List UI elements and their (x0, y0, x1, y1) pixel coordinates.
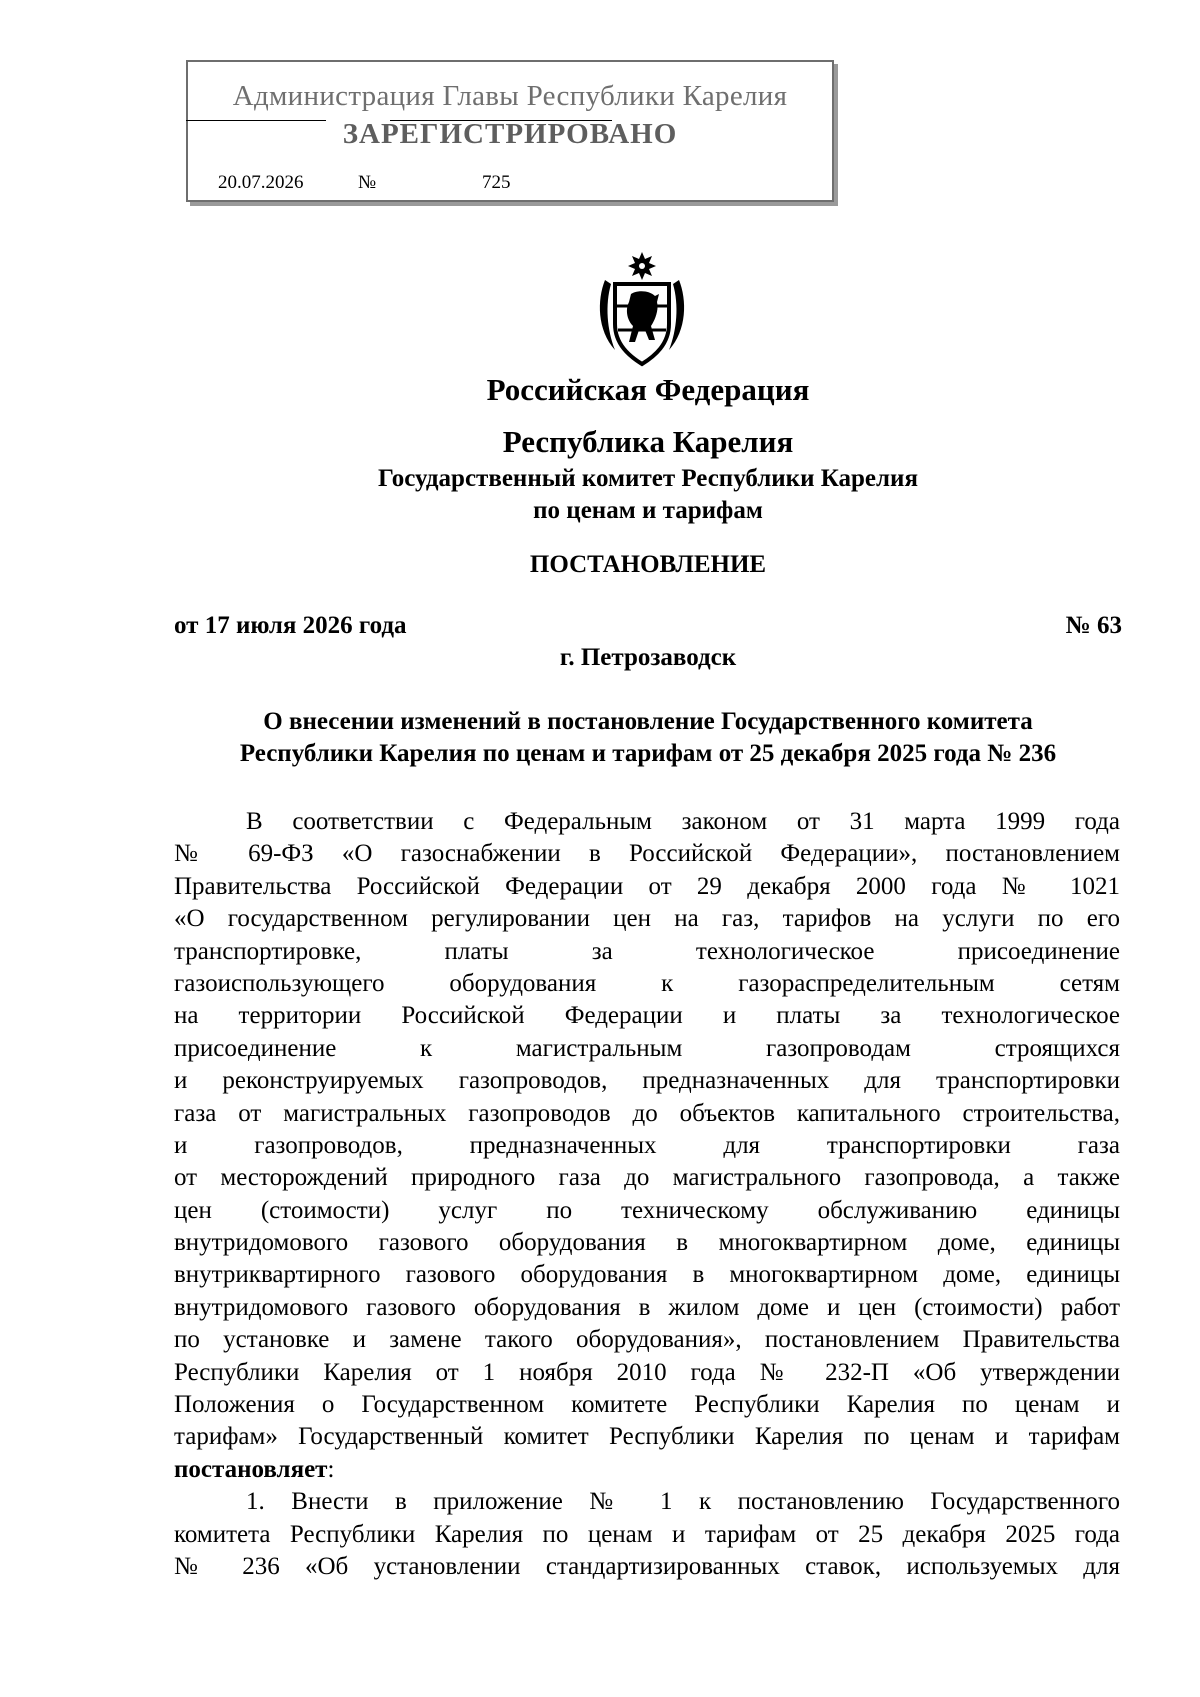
header-republic: Республика Карелия (502, 424, 794, 459)
body-line: на территории Российской Федерации и платы за технологическое (174, 1002, 1120, 1030)
stamp-number-line (390, 120, 612, 121)
body-line: Республики Карелия от 1 ноября 2010 года № 232-П «Об утверждении (174, 1358, 1120, 1386)
body-line: цен (стоимости) услуг по техническому обслуживанию единицы (174, 1196, 1120, 1224)
body-line: «О государственном регулировании цен на газ, тарифов на услуги по его (174, 905, 1120, 933)
body-line: Правительства Российской Федерации от 29 декабря 2000 года № 1021 (174, 872, 1120, 900)
header-committee-line1: Государственный комитет Республики Карелия (378, 465, 918, 492)
stamp-organization: Администрация Главы Республики Карелия (232, 80, 788, 112)
body-line: № 69-ФЗ «О газоснабжении в Российской Федерации», постановлением (174, 840, 1120, 868)
body-line: внутридомового газового оборудования в многоквартирном доме, единицы (174, 1229, 1120, 1257)
stamp-number-label: № (358, 172, 377, 193)
body-line: и газопроводов, предназначенных для транспортировки газа (174, 1131, 1120, 1159)
stamp-date-line (186, 120, 326, 121)
doc-type: ПОСТАНОВЛЕНИЕ (529, 551, 767, 578)
doc-number: № 63 (1065, 612, 1122, 639)
body-line: внутриквартирного газового оборудования в многоквартирном доме, единицы (174, 1261, 1120, 1289)
body-line: по установке и замене такого оборудования», постановлением Правительства (174, 1326, 1120, 1354)
body-line: № 236 «Об установлении стандартизированных ставок, используемых для (174, 1552, 1120, 1580)
doc-city: г. Петрозаводск (559, 644, 737, 671)
body-line: В соответствии с Федеральным законом от 31 марта 1999 года (246, 808, 1120, 835)
stamp-status: ЗАРЕГИСТРИРОВАНО (342, 118, 678, 150)
emblem-branch-left (600, 280, 615, 350)
doc-title-line2: Республики Карелия по ценам и тарифам от 25 декабря 2025 года № 236 (239, 740, 1057, 767)
body-line: 1. Внести в приложение № 1 к постановлению Государственного (246, 1488, 1120, 1516)
body-decree-line (174, 1454, 1120, 1486)
header-committee-line2: по ценам и тарифам (533, 497, 763, 524)
doc-title-line1: О внесении изменений в постановление Государственного комитета (263, 708, 1033, 735)
body-line: комитета Республики Карелия по ценам и тарифам от 25 декабря 2025 года (174, 1520, 1120, 1548)
decree-word: постановляет (174, 1455, 328, 1483)
body-line: и реконструируемых газопроводов, предназначенных для транспортировки (174, 1067, 1120, 1095)
body-line: от месторождений природного газа до магистрального газопровода, а также (174, 1164, 1120, 1192)
doc-body (174, 806, 1120, 1583)
body-line: газоиспользующего оборудования к газораспределительным сетям (174, 969, 1120, 997)
stamp-date: 20.07.2026 (218, 172, 304, 193)
body-line: газа от магистральных газопроводов до объектов капитального строительства, (174, 1099, 1120, 1127)
body-line: тарифам» Государственный комитет Республики Карелия по ценам и тарифам (174, 1423, 1120, 1451)
body-line: присоединение к магистральным газопроводам строящихся (174, 1034, 1120, 1062)
emblem-branch-right (669, 280, 684, 350)
body-line: транспортировке, платы за технологическое присоединение (174, 937, 1120, 965)
body-line: Положения о Государственном комитете Республики Карелия по ценам и (174, 1391, 1120, 1419)
doc-date: от 17 июля 2026 года (174, 612, 407, 639)
emblem-star-center (639, 263, 645, 269)
stamp-number: 725 (482, 172, 511, 193)
decree-punct: : (327, 1455, 335, 1483)
header-country: Российская Федерация (486, 372, 810, 407)
coat-of-arms-emblem (593, 250, 691, 370)
body-line: внутридомового газового оборудования в жилом доме и цен (стоимости) работ (174, 1293, 1120, 1321)
